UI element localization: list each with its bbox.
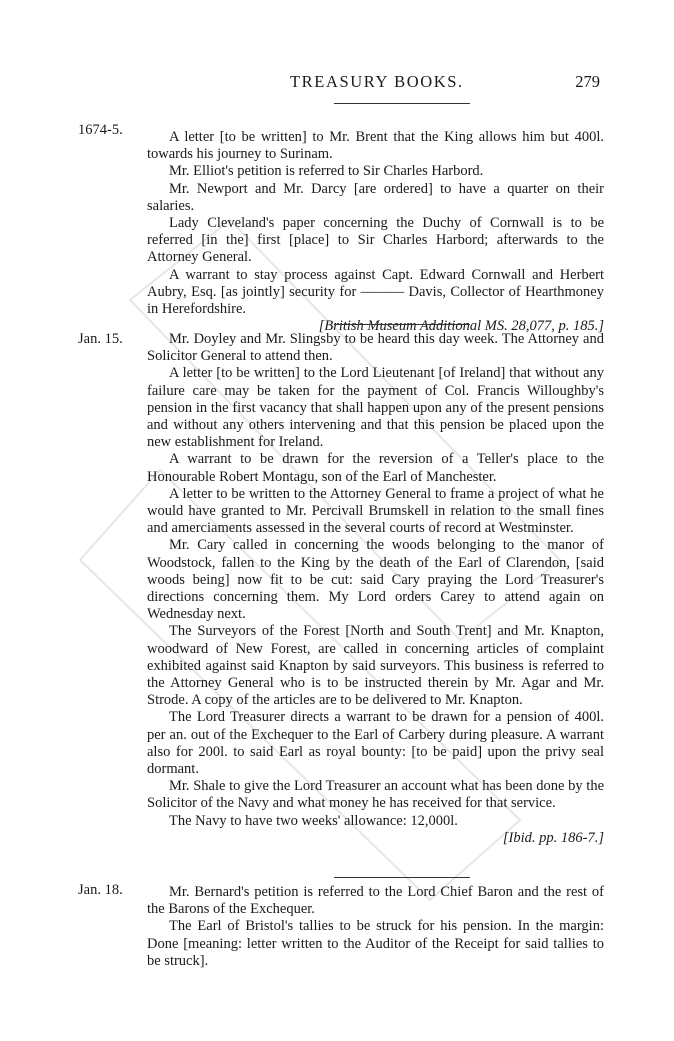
date-jan-15: Jan. 15. <box>78 331 123 347</box>
entry-paragraph: Mr. Doyley and Mr. Slingsby to be heard this day week. The Attorney and Solicitor General to attend then. <box>147 331 604 365</box>
entry-block-jan-18 <box>147 884 604 970</box>
citation: [Ibid. pp. 186-7.] <box>502 829 604 846</box>
header-rule <box>334 103 470 104</box>
entry-paragraph: The Earl of Bristol's tallies to be struck for his pension. In the margin: Done [meaning: letter written to the Auditor of the Receipt for said tallies to be struck]. <box>147 918 604 969</box>
entry-paragraph: Mr. Bernard's petition is referred to the Lord Chief Baron and the rest of the Barons of the Exchequer. <box>147 884 604 918</box>
date-jan-18: Jan. 18. <box>78 882 123 898</box>
entry-paragraph: Mr. Cary called in concerning the woods belonging to the manor of Woodstock, fallen to the King by the death of the Earl of Clarendon, [said woods being] now fit to be cut: said Cary praying the Lord Treasurer's directions concerning them. My Lord orders Carey to attend again on Wednesday next. <box>147 537 604 623</box>
entry-paragraph: A letter to be written to the Attorney General to frame a project of what he would have granted to Mr. Percivall Brumskell in relation to the small fines and amerciaments assessed in the several courts of record at Westminster. <box>147 485 604 537</box>
entry-block-jan-15 <box>147 331 604 847</box>
entry-paragraph: Mr. Elliot's petition is referred to Sir Charles Harbord. <box>169 163 484 180</box>
entry-paragraph: The Lord Treasurer directs a warrant to be drawn for a pension of 400l. per an. out of the Exchequer to the Earl of Carbery during pleasure. A warrant also for 200l. to said Earl as royal bounty: [to be paid] upon the privy seal dormant. <box>147 709 604 778</box>
section-separator <box>334 324 470 325</box>
page-number: 279 <box>575 72 600 91</box>
entry-paragraph: A letter [to be written] to Mr. Brent that the King allows him but 400l. towards his journey to Surinam. <box>147 129 604 163</box>
running-title: TREASURY BOOKS. <box>290 72 464 91</box>
entry-paragraph: Mr. Newport and Mr. Darcy [are ordered] to have a quarter on their salaries. <box>147 180 604 214</box>
entry-paragraph: A letter [to be written] to the Lord Lieutenant [of Ireland] that without any failure care may be taken for the payment of Col. Francis Willoughby's pension in the first vacancy that shall happen upon any of the present pensions and without any others intervening and that this pension be placed upon the new establishment for Ireland. <box>147 365 604 451</box>
entry-paragraph: A warrant to stay process against Capt. Edward Cornwall and Herbert Aubry, Esq. [as jointly] security for ——— Davis, Collector of Hearthmoney in Herefordshire. <box>147 266 604 318</box>
entry-paragraph: A warrant to be drawn for the reversion of a Teller's place to the Honourable Robert Montagu, son of the Earl of Manchester. <box>147 451 604 485</box>
entry-paragraph: The Surveyors of the Forest [North and South Trent] and Mr. Knapton, woodward of New Forest, are called in concerning articles of complaint exhibited against said Knapton by said surveyors. This business is referred to the Attorney General who is to be instructed therein by Mr. Agar and Mr. Strode. A copy of the articles are to be delivered to Mr. Knapton. <box>147 623 604 709</box>
entry-paragraph: The Navy to have two weeks' allowance: 12,000l. <box>169 812 458 829</box>
page-header <box>0 72 674 96</box>
citation: [British Museum Additional MS. 28,077, p. 185.] <box>318 318 604 335</box>
date-1674-5: 1674-5. <box>78 122 123 138</box>
entry-paragraph: Lady Cleveland's paper concerning the Duchy of Cornwall is to be referred [in the] first [place] to Sir Charles Harbord; afterwards to the Attorney General. <box>147 215 604 266</box>
entry-paragraph: Mr. Shale to give the Lord Treasurer an account what has been done by the Solicitor of the Navy and what money he has received for that service. <box>147 778 604 812</box>
entry-block-1674-5 <box>147 129 604 335</box>
section-separator <box>334 877 470 878</box>
